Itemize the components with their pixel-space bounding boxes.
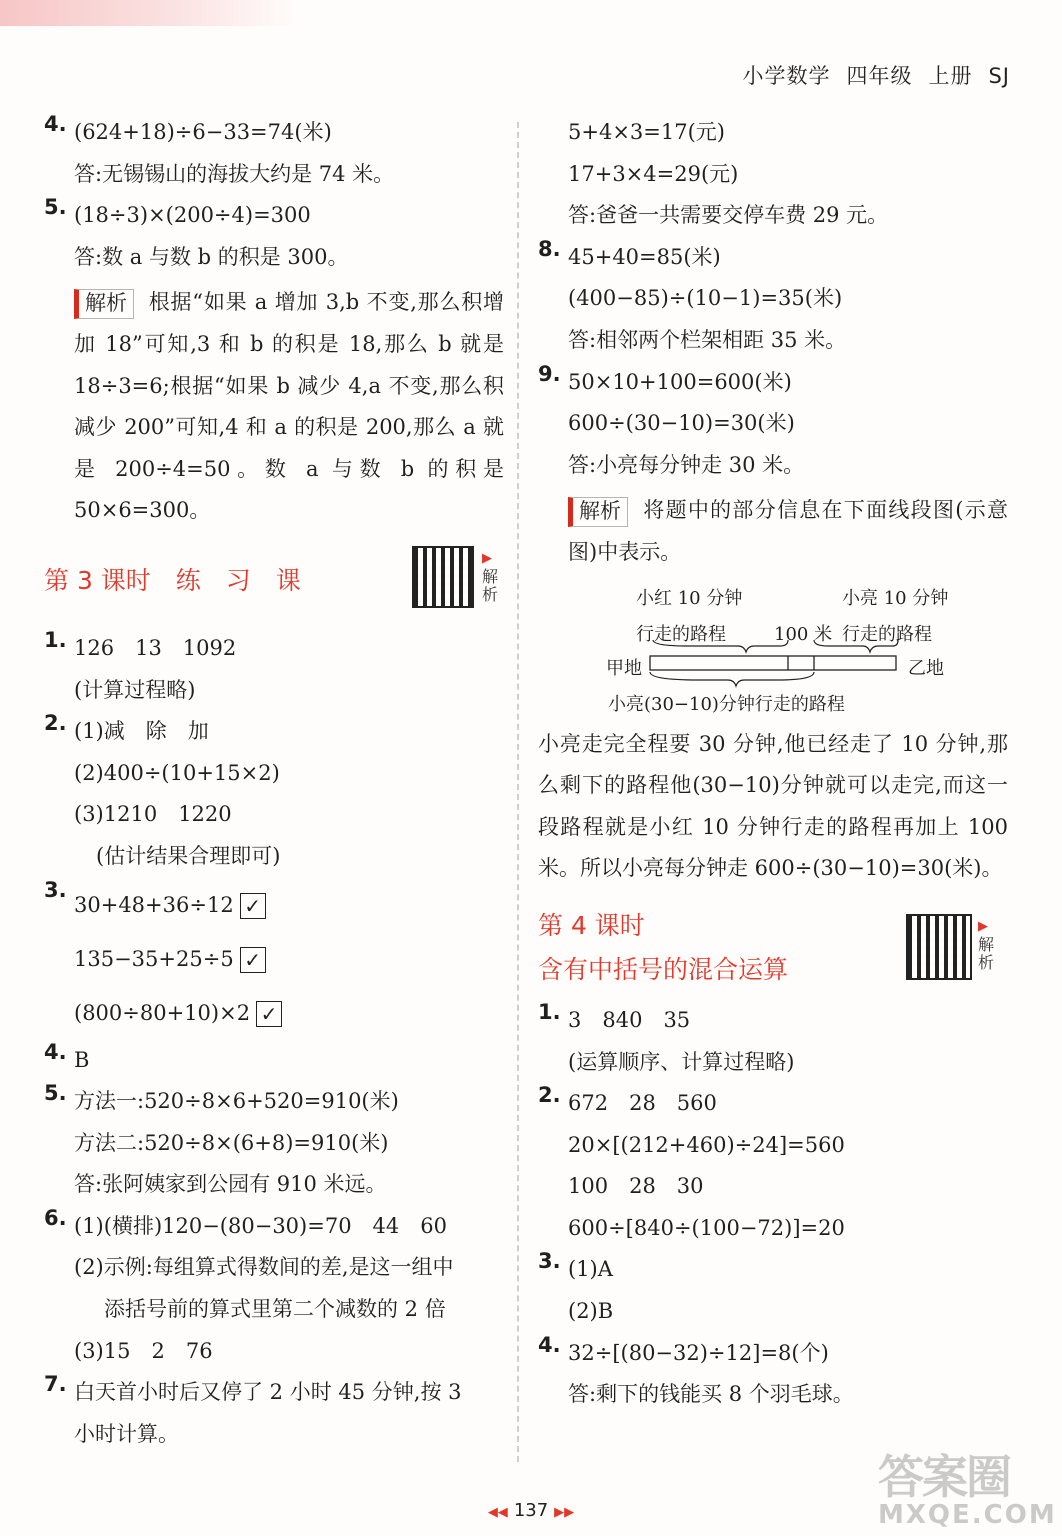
question-2 [44, 711, 504, 877]
diagram-label: 小红 10 分钟 [636, 587, 743, 609]
top-decoration-band [0, 0, 300, 26]
answer-line: 答:相邻两个栏架相距 35 米。 [568, 327, 847, 352]
answer-line: 3 840 35 [568, 1007, 691, 1032]
expression: 135−35+25÷5 [74, 946, 234, 971]
expression: (800÷80+10)×2 [74, 1000, 251, 1025]
answer-line: 50×10+100=600(米) [568, 369, 792, 394]
answer-line: 100 28 30 [568, 1174, 704, 1199]
header-volume: 上册 [928, 64, 973, 88]
question-1 [44, 628, 504, 711]
analysis-tag: 解析 [74, 289, 134, 319]
answer-line: (3)15 2 76 [74, 1338, 213, 1363]
question-7-continued [538, 112, 1008, 237]
answer-line: (1)减 除 加 [74, 719, 209, 744]
question-5 [44, 195, 504, 278]
answer-line: (400−85)÷(10−1)=35(米) [568, 286, 843, 311]
answer-note: (估计结果合理即可) [96, 843, 281, 868]
answer-line: (运算顺序、计算过程略) [568, 1049, 795, 1074]
answer-line: (624+18)÷6−33=74(米) [74, 120, 332, 144]
page-number: 137 [513, 1500, 549, 1521]
right-column [538, 112, 1008, 1416]
answer-line: B [74, 1047, 90, 1072]
answer-line: 20×[(212+460)÷24]=560 [568, 1132, 845, 1157]
question-number: 9. [538, 361, 561, 386]
analysis-block [44, 282, 504, 532]
answer-line: (2)B [568, 1299, 614, 1324]
answer-line: (计算过程略) [74, 677, 196, 702]
diagram-label: 100 米 [774, 623, 833, 645]
question-number: 1. [44, 627, 67, 652]
question-number: 5. [44, 195, 67, 220]
answer-line: 17+3×4=29(元) [568, 161, 739, 186]
question-number: 7. [44, 1372, 67, 1397]
checkmark-icon: ✓ [256, 1001, 282, 1027]
lesson-4-subtitle: 含有中括号的混合运算 [538, 954, 789, 984]
lesson-4-header [538, 904, 1008, 996]
question-4 [44, 112, 504, 195]
answer-line: 672 28 560 [568, 1091, 717, 1116]
question-number: 6. [44, 1205, 67, 1230]
question-number: 5. [44, 1081, 67, 1106]
question-number: 3. [538, 1249, 561, 1274]
answer-line: 5+4×3=17(元) [568, 120, 725, 144]
question-3 [538, 1249, 1008, 1332]
answer-line: 答:数 a 与数 b 的积是 300。 [74, 244, 349, 269]
question-9 [538, 362, 1008, 487]
question-6 [44, 1206, 504, 1372]
lesson-title-text: 第 3 课时 练 习 课 [44, 565, 301, 595]
column-divider [517, 122, 519, 1462]
question-2 [538, 1083, 1008, 1249]
qr-label [482, 548, 500, 604]
diagram-label: 行走的路程 [842, 623, 932, 645]
diagram-label: 行走的路程 [636, 623, 726, 645]
analysis-text: 将题中的部分信息在下面线段图(示意图)中表示。 [568, 498, 1008, 564]
answer-line: 45+40=85(米) [568, 244, 721, 269]
diagram-label: 乙地 [908, 657, 944, 679]
page-header [726, 60, 1010, 90]
answer-line: 答:剩下的钱能买 8 个羽毛球。 [568, 1382, 854, 1407]
diagram-label: 甲地 [606, 657, 642, 679]
checkmark-icon: ✓ [240, 893, 266, 919]
lesson-4-title: 第 4 课时 [538, 910, 645, 940]
question-number: 4. [44, 112, 67, 136]
answer-line: 答:张阿姨家到公园有 910 米远。 [74, 1172, 387, 1197]
answer-line: (1)A [568, 1257, 613, 1282]
answer-line: (2)400÷(10+15×2) [74, 760, 280, 785]
answer-line: 32÷[(80−32)÷12]=8(个) [568, 1340, 829, 1365]
qr-code[interactable] [412, 546, 474, 608]
explanation-text: 小亮走完全程要 30 分钟,他已经走了 10 分钟,那么剩下的路程他(30−10)分钟就可以走完,而这一段路程就是小红 10 分钟行走的路程再加上 100 米。所以小亮每分钟走 600÷(30−10)=30(米)。 [538, 731, 1008, 881]
question-8 [538, 237, 1008, 362]
qr-label-text: 解析 [978, 934, 995, 972]
qr-label-text: 解析 [482, 566, 499, 604]
answer-line [74, 986, 282, 1040]
next-arrows-icon: ▶▶ [554, 1505, 575, 1520]
answer-line: (2)示例:每组算式得数间的差,是这一组中 [74, 1255, 454, 1280]
question-number: 1. [538, 999, 561, 1024]
answer-line: (18÷3)×(200÷4)=300 [74, 203, 311, 228]
answer-line [74, 932, 282, 986]
question-number: 4. [538, 1332, 561, 1357]
answer-line: 方法二:520÷8×(6+8)=910(米) [74, 1130, 389, 1155]
segment-graphic [538, 580, 1008, 720]
answer-line: 答:爸爸一共需要交停车费 29 元。 [568, 203, 889, 228]
answer-line: 白天首小时后又停了 2 小时 45 分钟,按 3 [74, 1380, 462, 1405]
site-watermark [878, 1450, 1057, 1532]
question-3 [44, 878, 504, 1040]
answer-line: 方法一:520÷8×6+520=910(米) [74, 1089, 399, 1114]
header-edition: SJ [988, 64, 1010, 88]
qr-label [978, 916, 996, 972]
analysis-tag: 解析 [568, 497, 628, 527]
question-number: 2. [538, 1083, 561, 1108]
line-segment-diagram [538, 580, 1008, 720]
analysis-block [538, 490, 1008, 573]
prev-arrows-icon: ◀◀ [487, 1505, 508, 1520]
answer-line: 答:小亮每分钟走 30 米。 [568, 452, 805, 477]
answer-line: 126 13 1092 [74, 635, 237, 660]
question-5b [44, 1081, 504, 1206]
question-number: 8. [538, 236, 561, 261]
header-subject: 小学数学 [742, 64, 831, 88]
diagram-label: 小亮(30−10)分钟行走的路程 [608, 693, 845, 715]
watermark-cn: 答案圈 [878, 1450, 1010, 1504]
answer-line: 600÷[840÷(100−72)]=20 [568, 1215, 845, 1240]
expression: 30+48+36÷12 [74, 892, 234, 917]
diagram-label: 小亮 10 分钟 [842, 587, 949, 609]
play-icon: ▶ [978, 918, 988, 934]
answer-line: (1)(横排)120−(80−30)=70 44 60 [74, 1213, 447, 1238]
play-icon: ▶ [482, 550, 492, 566]
header-grade: 四年级 [846, 64, 913, 88]
question-1 [538, 1000, 1008, 1083]
answer-line: 小时计算。 [74, 1421, 179, 1446]
answer-line: 添括号前的算式里第二个减数的 2 倍 [104, 1297, 446, 1322]
analysis-text: 根据“如果 a 增加 3,b 不变,那么积增加 18”可知,3 和 b 的积是 18,那么 b 就是 18÷3=6;根据“如果 b 减少 4,a 不变,那么积减少 200”可知,4 和 a 的积是 200,那么 a 就是 200÷4=50。数 a 与数 b 的积是 50×6=300。 [74, 290, 504, 523]
question-number: 3. [44, 877, 67, 902]
answer-line [74, 878, 282, 932]
question-7 [44, 1372, 504, 1455]
question-4b [44, 1040, 504, 1082]
lesson-3-title [44, 546, 504, 616]
answer-line: (3)1210 1220 [74, 802, 232, 827]
left-column [44, 112, 504, 1455]
question-number: 4. [44, 1039, 67, 1064]
watermark-en: MXQE.COM [878, 1500, 1057, 1530]
question-number: 2. [44, 711, 67, 736]
qr-code[interactable] [906, 914, 972, 980]
checkmark-icon: ✓ [240, 947, 266, 973]
answer-line: 答:无锡锡山的海拔大约是 74 米。 [74, 161, 395, 186]
answer-line: 600÷(30−10)=30(米) [568, 411, 795, 436]
question-4 [538, 1333, 1008, 1416]
